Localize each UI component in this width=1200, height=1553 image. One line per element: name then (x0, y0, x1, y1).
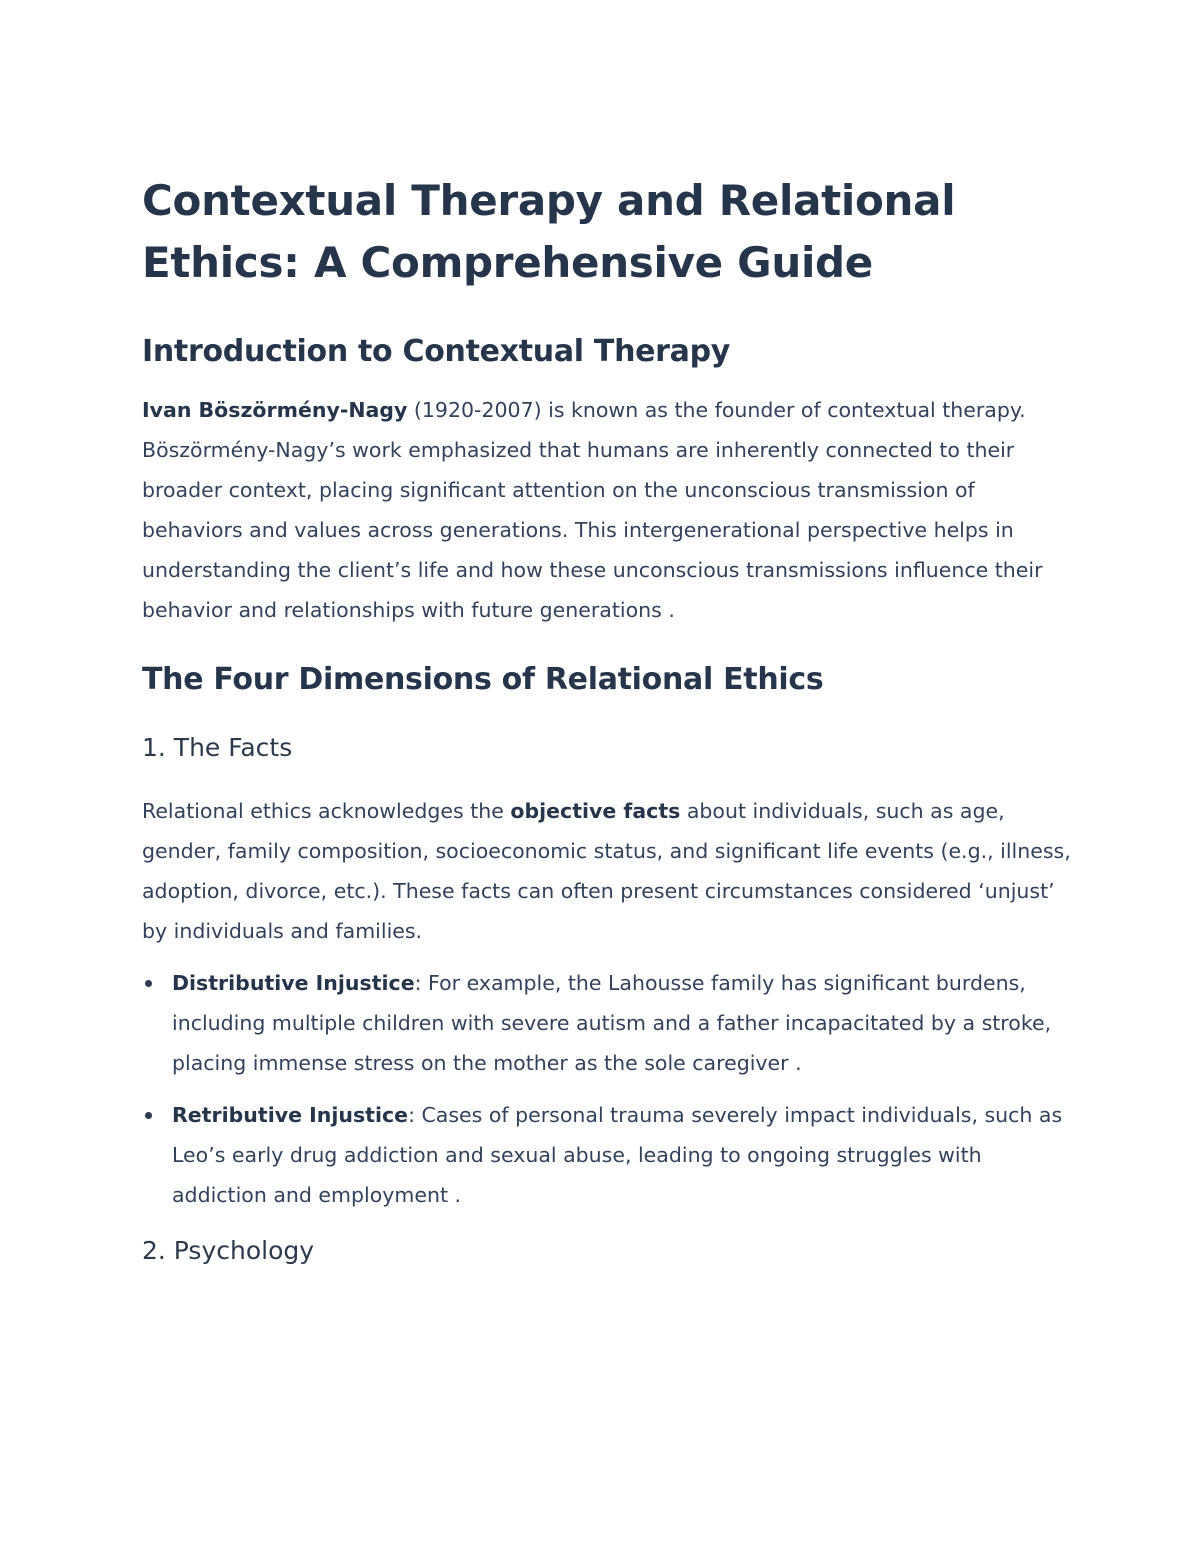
injustice-list (142, 963, 1072, 1215)
bullet-icon (145, 980, 152, 987)
document-page (142, 170, 1072, 1269)
founder-name: Ivan Böszörmény-Nagy (142, 398, 408, 422)
facts-bold-term: objective facts (510, 799, 681, 823)
list-item (142, 1095, 1072, 1215)
bullet-icon (145, 1112, 152, 1119)
section-heading-introduction: Introduction to Contextual Therapy (142, 334, 731, 369)
subsection-heading-psychology: 2. Psychology (142, 1236, 315, 1265)
subsection-heading-facts: 1. The Facts (142, 733, 293, 762)
list-item-term: Retributive Injustice (172, 1103, 409, 1127)
intro-text: (1920-2007) is known as the founder of contextual therapy. Böszörmény-Nagy’s work emphasized that humans are inherently connected to their broader context, placing significant attention on the unconscious transmission of behaviors and values across generations. This intergenerational perspective helps in understanding the client’s life and how these unconscious transmissions influence their behavior and relationships with future generations . (142, 398, 1043, 622)
list-item (142, 963, 1072, 1083)
list-item-text: : Cases of personal trauma severely impact individuals, such as Leo’s early drug addiction and sexual abuse, leading to ongoing struggles with addiction and employment . (172, 1103, 1063, 1207)
facts-text-after: about individuals, such as age, gender, family composition, socioeconomic status, and significant life events (e.g., illness, adoption, divorce, etc.). These facts can often present circumstances considered ‘unjust’ by individuals and families. (142, 799, 1071, 943)
intro-paragraph (142, 390, 1072, 630)
facts-text-before: Relational ethics acknowledges the (142, 799, 511, 823)
facts-paragraph (142, 791, 1072, 951)
list-item-text: : For example, the Lahousse family has significant burdens, including multiple children with severe autism and a father incapacitated by a stroke, placing immense stress on the mother as the sole caregiver . (172, 971, 1052, 1075)
list-item-term: Distributive Injustice (172, 971, 415, 995)
document-title: Contextual Therapy and Relational Ethics: A Comprehensive Guide (142, 176, 956, 287)
section-heading-four-dimensions: The Four Dimensions of Relational Ethics (142, 662, 824, 697)
